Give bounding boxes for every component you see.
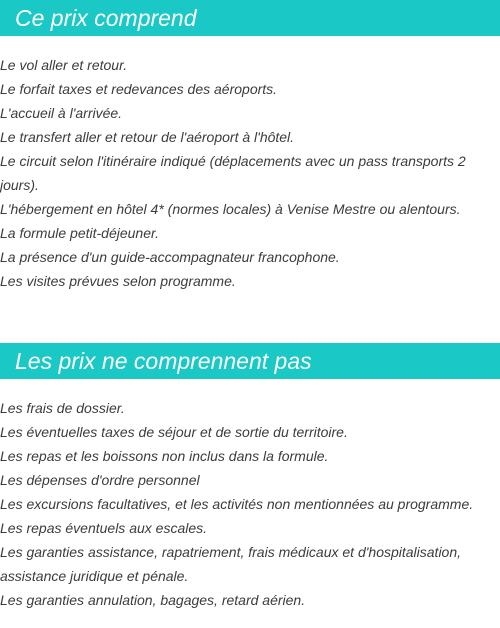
list-item: Le vol aller et retour. [0, 57, 128, 73]
excludes-list [0, 396, 500, 612]
list-item: Les excursions facultatives, et les activités non mentionnées au programme. [0, 496, 474, 512]
list-item: Les dépenses d'ordre personnel [0, 472, 200, 488]
list-item: Les repas et les boissons non inclus dans la formule. [0, 448, 329, 464]
list-item: Le transfert aller et retour de l'aéroport à l'hôtel. [0, 129, 295, 145]
list-item: Les frais de dossier. [0, 400, 125, 416]
list-item: Les visites prévues selon programme. [0, 273, 236, 289]
excludes-heading: Les prix ne comprennent pas [0, 343, 500, 379]
list-item: La formule petit-déjeuner. [0, 225, 160, 241]
list-item: Le circuit selon l'itinéraire indiqué (déplacements avec un pass transports 2 jours). [0, 153, 466, 193]
list-item: L'hébergement en hôtel 4* (normes locales) à Venise Mestre ou alentours. [0, 201, 461, 217]
list-item: La présence d'un guide-accompagnateur francophone. [0, 249, 340, 265]
includes-list [0, 53, 500, 293]
list-item: Le forfait taxes et redevances des aéroports. [0, 81, 278, 97]
list-item: L'accueil à l'arrivée. [0, 105, 123, 121]
includes-heading: Ce prix comprend [0, 0, 500, 36]
list-item: Les garanties annulation, bagages, retard aérien. [0, 592, 306, 608]
list-item: Les repas éventuels aux escales. [0, 520, 208, 536]
list-item: Les garanties assistance, rapatriement, frais médicaux et d'hospitalisation, assistance juridique et pénale. [0, 544, 462, 584]
list-item: Les éventuelles taxes de séjour et de sortie du territoire. [0, 424, 348, 440]
